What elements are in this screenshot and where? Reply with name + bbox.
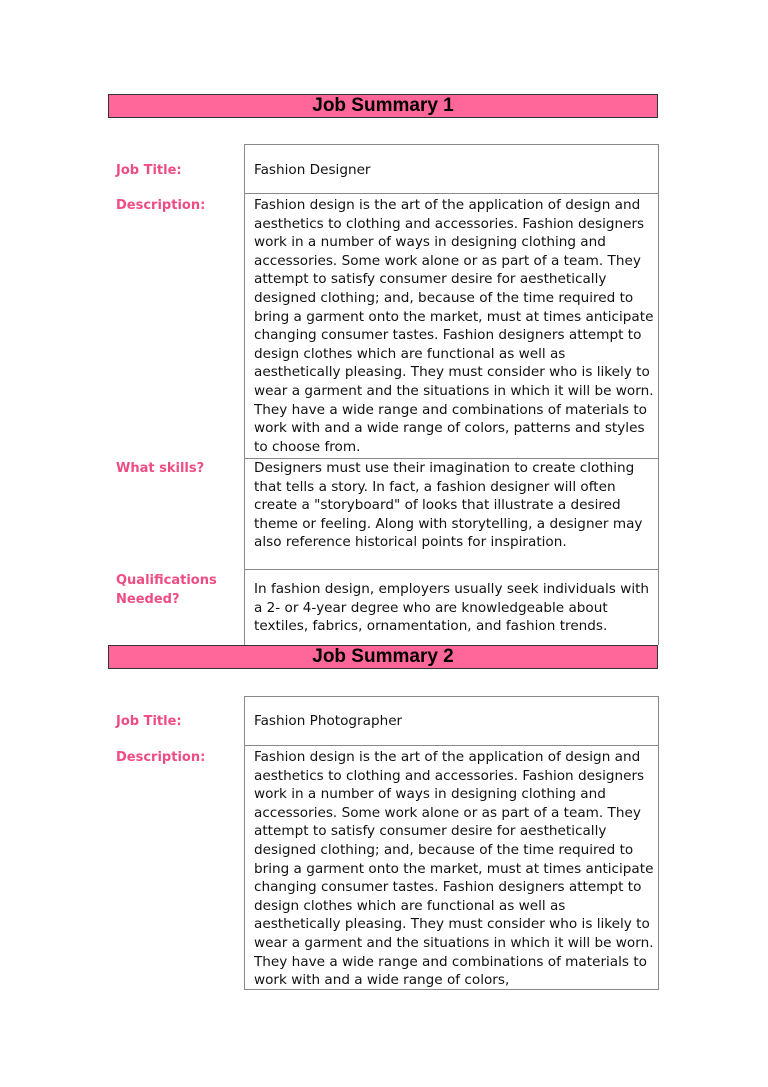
skills-label: What skills?: [116, 461, 205, 476]
job-title-label-2: Job Title:: [116, 714, 182, 729]
description-label: Description:: [116, 198, 206, 213]
job-summary-1-heading: Job Summary 1: [312, 95, 454, 116]
qualifications-text: In fashion design, employers usually seek individuals with a 2- or 4-year degree who are knowledgeable about textiles, fabrics, ornamentation, and fashion trends.: [254, 581, 650, 635]
job-title-label: Job Title:: [116, 163, 182, 178]
job-title-value-2: Fashion Photographer: [254, 713, 403, 729]
skills-text: Designers must use their imagination to create clothing that tells a story. In fact, a fashion designer will often create a "storyboard" of looks that illustrate a desired theme or feeling. Along with storytelling, a designer may also reference historical points for inspiration.: [254, 460, 643, 551]
description-text-2: Fashion design is the art of the application of design and aesthetics to clothing and accessories. Fashion designers work in a number of ways in designing clothing and accessories. Some work alone or as part of a team. They attempt to satisfy consumer desire for aesthetically designed clothing; and, because of the time required to bring a garment onto the market, must at times anticipate changing consumer tastes. Fashion designers attempt to design clothes which are functional as well as aesthetically pleasing. They must consider who is likely to wear a garment and the situations in which it will be worn. They have a wide range and combinations of materials to work with and a wide range of colors,: [254, 749, 654, 989]
job-title-value: Fashion Designer: [254, 162, 371, 178]
qualifications-label: Qualifications Needed?: [116, 573, 217, 607]
job-summary-1-header: [108, 94, 658, 118]
job-summary-2-heading: Job Summary 2: [312, 646, 454, 667]
description-text: Fashion design is the art of the application of design and aesthetics to clothing and accessories. Fashion designers work in a number of ways in designing clothing and accessories. Some work alone or as part of a team. They attempt to satisfy consumer desire for aesthetically designed clothing; and, because of the time required to bring a garment onto the market, must at times anticipate changing consumer tastes. Fashion designers attempt to design clothes which are functional as well as aesthetically pleasing. They must consider who is likely to wear a garment and the situations in which it will be worn. They have a wide range and combinations of materials to work with and a wide range of colors, patterns and styles to choose from.: [254, 197, 654, 455]
description-label-2: Description:: [116, 750, 206, 765]
job-summary-2-header: [108, 645, 658, 669]
